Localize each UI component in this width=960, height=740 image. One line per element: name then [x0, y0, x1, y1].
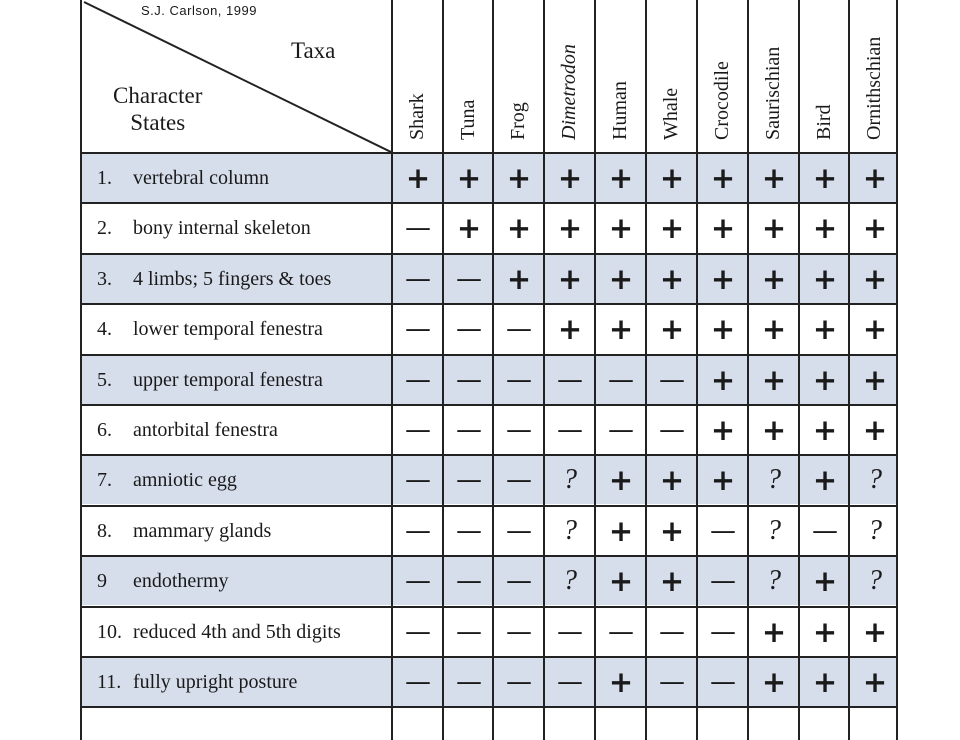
- state-present: +: [761, 614, 787, 649]
- character-label: [97, 204, 311, 252]
- state-absent: —: [506, 415, 532, 445]
- state-absent: —: [456, 314, 482, 345]
- taxon-header-human: [596, 0, 646, 152]
- state-absent: —: [812, 515, 838, 546]
- state-absent: —: [659, 616, 685, 647]
- character-number: 10.: [97, 620, 122, 643]
- table-row: [82, 202, 898, 252]
- state-absent: —: [405, 263, 431, 294]
- character-name: mammary glands: [133, 519, 272, 542]
- state-cell: [444, 708, 494, 740]
- state-absent: —: [405, 515, 431, 546]
- state-absent: —: [506, 515, 532, 546]
- state-absent: —: [405, 213, 431, 244]
- taxon-name: Ornithschian: [863, 36, 885, 140]
- state-absent: —: [405, 667, 431, 697]
- state-present: +: [761, 312, 787, 347]
- state-absent: —: [710, 667, 736, 697]
- state-cell: [800, 708, 850, 740]
- state-unknown: ?: [767, 565, 781, 597]
- column-divider: [747, 0, 749, 740]
- taxon-header-dimetrodon: [545, 0, 595, 152]
- state-absent: —: [506, 616, 532, 647]
- state-unknown: ?: [563, 514, 577, 546]
- state-absent: —: [608, 415, 634, 445]
- state-absent: —: [506, 364, 532, 395]
- state-present: +: [608, 211, 634, 246]
- state-present: +: [608, 463, 634, 498]
- state-cell: [596, 708, 646, 740]
- state-present: +: [761, 362, 787, 397]
- state-absent: —: [456, 667, 482, 697]
- state-present: +: [862, 413, 888, 447]
- table-row: [82, 656, 898, 706]
- table-row: [82, 706, 898, 740]
- character-name: vertebral column: [133, 167, 270, 189]
- taxon-name: Bird: [813, 104, 835, 140]
- taxon-name: Whale: [660, 87, 682, 140]
- column-divider: [645, 0, 647, 740]
- state-present: +: [659, 312, 685, 347]
- state-absent: —: [456, 465, 482, 496]
- state-present: +: [506, 161, 532, 195]
- state-present: +: [659, 161, 685, 195]
- state-absent: —: [456, 415, 482, 445]
- column-divider: [442, 0, 444, 740]
- state-present: +: [608, 161, 634, 195]
- state-absent: —: [710, 566, 736, 597]
- state-unknown: ?: [868, 464, 882, 496]
- table-row: [82, 555, 898, 605]
- state-present: +: [456, 211, 482, 246]
- character-label: [97, 557, 229, 605]
- character-label: [97, 356, 323, 404]
- taxon-header-tuna: [444, 0, 494, 152]
- state-present: +: [710, 261, 736, 296]
- table-row: [82, 505, 898, 555]
- state-unknown: ?: [563, 565, 577, 597]
- state-absent: —: [405, 465, 431, 496]
- state-absent: —: [557, 616, 583, 647]
- state-present: +: [812, 614, 838, 649]
- character-label: [97, 154, 269, 202]
- state-unknown: ?: [868, 514, 882, 546]
- taxon-name: Saurischian: [762, 46, 784, 140]
- character-label: [97, 305, 323, 353]
- table-row: [82, 303, 898, 353]
- state-present: +: [608, 312, 634, 347]
- table-row: [82, 454, 898, 504]
- character-name: bony internal skeleton: [133, 217, 311, 240]
- state-present: +: [557, 312, 583, 347]
- state-unknown: ?: [767, 514, 781, 546]
- character-name: 4 limbs; 5 fingers & toes: [133, 267, 332, 290]
- state-cell: [545, 708, 595, 740]
- state-present: +: [710, 312, 736, 347]
- state-present: +: [862, 665, 888, 699]
- column-divider: [696, 0, 698, 740]
- state-present: +: [659, 211, 685, 246]
- taxon-name: Shark: [406, 93, 428, 140]
- character-label: [97, 608, 341, 656]
- table-row: [82, 152, 898, 202]
- column-divider: [594, 0, 596, 740]
- state-present: +: [812, 161, 838, 195]
- state-unknown: ?: [868, 565, 882, 597]
- character-name: upper temporal fenestra: [133, 368, 323, 391]
- character-name: endothermy: [133, 570, 229, 593]
- table-row: [82, 404, 898, 454]
- state-present: +: [557, 211, 583, 246]
- character-label: [97, 255, 331, 303]
- state-present: +: [761, 161, 787, 195]
- state-present: +: [710, 362, 736, 397]
- state-present: +: [659, 564, 685, 599]
- character-name: reduced 4th and 5th digits: [133, 620, 341, 643]
- character-name: fully upright posture: [133, 671, 298, 693]
- character-number: 5.: [97, 368, 112, 391]
- character-heading-line1: Character: [113, 83, 203, 108]
- state-present: +: [862, 614, 888, 649]
- character-name: lower temporal fenestra: [133, 318, 323, 341]
- taxon-name: Dimetrodon: [558, 44, 580, 140]
- character-matrix-table: [80, 0, 898, 740]
- state-absent: —: [456, 566, 482, 597]
- taxon-name: Human: [609, 81, 631, 140]
- state-present: +: [812, 312, 838, 347]
- table-row: [82, 253, 898, 303]
- column-divider: [543, 0, 545, 740]
- taxon-name: Frog: [507, 102, 529, 140]
- header-corner: [82, 0, 391, 152]
- state-present: +: [710, 463, 736, 498]
- state-present: +: [761, 665, 787, 699]
- state-cell: [393, 708, 443, 740]
- state-present: +: [862, 211, 888, 246]
- state-present: +: [506, 211, 532, 246]
- character-heading-line2: States: [130, 110, 186, 135]
- state-present: +: [405, 161, 431, 195]
- state-absent: —: [506, 566, 532, 597]
- state-absent: —: [659, 364, 685, 395]
- state-absent: —: [456, 515, 482, 546]
- state-present: +: [608, 665, 634, 699]
- state-absent: —: [710, 515, 736, 546]
- state-absent: —: [405, 364, 431, 395]
- state-present: +: [608, 261, 634, 296]
- character-label: [97, 708, 133, 740]
- state-absent: —: [405, 415, 431, 445]
- character-number: 6.: [97, 419, 112, 441]
- state-present: +: [456, 161, 482, 195]
- state-absent: —: [659, 415, 685, 445]
- taxon-name: Crocodile: [711, 61, 733, 140]
- taxon-header-saurischian: [749, 0, 799, 152]
- state-cell: [749, 708, 799, 740]
- state-absent: —: [405, 616, 431, 647]
- state-present: +: [761, 413, 787, 447]
- taxon-header-frog: [494, 0, 544, 152]
- state-present: +: [557, 261, 583, 296]
- state-present: +: [761, 261, 787, 296]
- state-present: +: [812, 211, 838, 246]
- column-divider: [848, 0, 850, 740]
- state-absent: —: [506, 314, 532, 345]
- table-row: [82, 354, 898, 404]
- state-absent: —: [557, 364, 583, 395]
- character-number: 2.: [97, 217, 112, 240]
- taxon-header-shark: [393, 0, 443, 152]
- column-divider: [798, 0, 800, 740]
- state-absent: —: [659, 667, 685, 697]
- state-absent: —: [557, 415, 583, 445]
- character-label: [97, 406, 278, 454]
- character-number: 7.: [97, 469, 112, 492]
- state-absent: —: [456, 616, 482, 647]
- state-present: +: [812, 261, 838, 296]
- state-absent: —: [506, 667, 532, 697]
- state-absent: —: [608, 616, 634, 647]
- state-present: +: [608, 564, 634, 599]
- state-present: +: [659, 261, 685, 296]
- state-absent: —: [608, 364, 634, 395]
- state-absent: —: [456, 263, 482, 294]
- state-cell: [850, 708, 898, 740]
- character-name: antorbital fenestra: [133, 419, 278, 441]
- taxon-header-bird: [800, 0, 850, 152]
- state-present: +: [862, 261, 888, 296]
- state-present: +: [862, 312, 888, 347]
- state-present: +: [710, 161, 736, 195]
- state-present: +: [812, 564, 838, 599]
- column-divider: [492, 0, 494, 740]
- credit-text: S.J. Carlson, 1999: [141, 3, 257, 18]
- character-states-heading: [113, 82, 202, 136]
- state-unknown: ?: [563, 464, 577, 496]
- state-present: +: [812, 463, 838, 498]
- taxon-header-whale: [647, 0, 697, 152]
- state-present: +: [710, 211, 736, 246]
- character-number: 3.: [97, 267, 112, 290]
- state-absent: —: [405, 566, 431, 597]
- state-absent: —: [710, 616, 736, 647]
- column-divider: [391, 0, 393, 740]
- taxon-header-crocodile: [698, 0, 748, 152]
- character-number: 4.: [97, 318, 112, 341]
- state-present: +: [659, 513, 685, 548]
- character-number: 1.: [97, 167, 112, 189]
- state-absent: —: [456, 364, 482, 395]
- state-present: +: [812, 665, 838, 699]
- state-absent: —: [405, 314, 431, 345]
- state-present: +: [862, 161, 888, 195]
- state-present: +: [506, 261, 532, 296]
- character-label: [97, 658, 297, 706]
- state-present: +: [710, 413, 736, 447]
- state-absent: —: [557, 667, 583, 697]
- taxon-header-ornithschian: [850, 0, 898, 152]
- character-name: amniotic egg: [133, 469, 237, 492]
- state-absent: —: [506, 465, 532, 496]
- taxa-heading: Taxa: [291, 38, 336, 63]
- state-cell: [494, 708, 544, 740]
- table-row: [82, 606, 898, 656]
- state-present: +: [862, 362, 888, 397]
- state-present: +: [557, 161, 583, 195]
- state-present: +: [812, 362, 838, 397]
- state-present: +: [608, 513, 634, 548]
- state-present: +: [659, 463, 685, 498]
- character-label: [97, 507, 271, 555]
- character-label: [97, 456, 237, 504]
- state-cell: [698, 708, 748, 740]
- character-number: 11.: [97, 671, 122, 693]
- state-cell: [647, 708, 697, 740]
- state-unknown: ?: [767, 464, 781, 496]
- character-number: 9: [97, 570, 107, 593]
- state-present: +: [812, 413, 838, 447]
- taxon-name: Tuna: [457, 99, 479, 140]
- state-present: +: [761, 211, 787, 246]
- character-number: 8.: [97, 519, 112, 542]
